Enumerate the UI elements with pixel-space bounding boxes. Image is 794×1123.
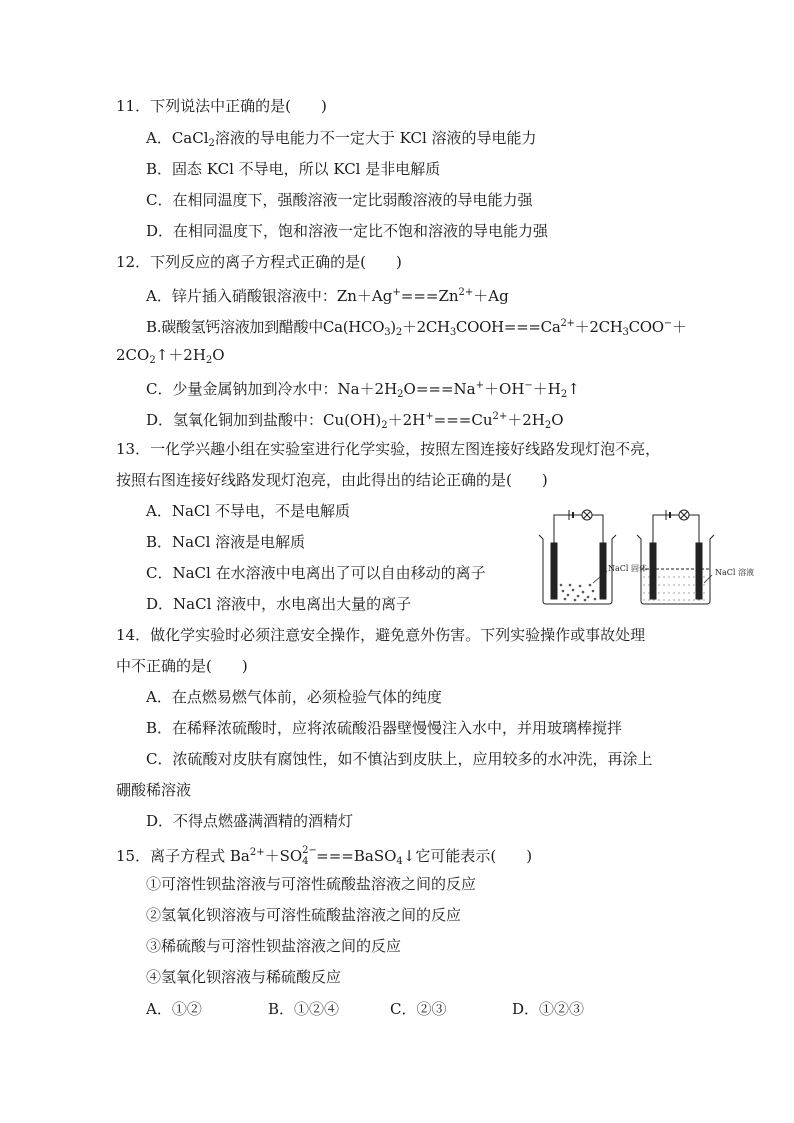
q13-stem-line2: 按照右图连接好线路发现灯泡亮，由此得出的结论正确的是( ) [116,471,548,489]
q12-option-a: A．锌片插入硝酸银溶液中：$Zn+Ag^+===Zn^{2+}+Ag$ [146,287,509,305]
q11-option-b: B．固态 KCl 不导电，所以 KCl 是非电解质 [146,160,441,178]
q12-option-d: D．氢氧化铜加到盐酸中：$Cu(OH)_2+2H^+===Cu^{2+}+2H_2O$ [146,411,564,431]
q15-option-c: C．②③ [390,1000,447,1018]
q15-statement-1: ①可溶性钡盐溶液与可溶性硫酸盐溶液之间的反应 [146,875,477,893]
q13-stem-line1: 13．一化学兴趣小组在实验室进行化学实验，按照左图连接好线路发现灯泡不亮， [116,440,661,458]
q14-stem-line1: 14．做化学实验时必须注意安全操作，避免意外伤害。下列实验操作或事故处理 [116,626,646,644]
left-apparatus [539,510,616,604]
q15-statement-3: ③稀硫酸与可溶性钡盐溶液之间的反应 [146,937,402,955]
q14-option-d: D．不得点燃盛满酒精的酒精灯 [146,812,354,830]
q13-option-a: A．NaCl 不导电，不是电解质 [146,502,350,520]
q13-option-d: D．NaCl 溶液中，水电离出大量的离子 [146,595,412,613]
q15-statement-4: ④氢氧化钡溶液与稀硫酸反应 [146,968,342,986]
q11-option-d: D．在相同温度下，饱和溶液一定比不饱和溶液的导电能力强 [146,222,549,240]
q11-stem: 11．下列说法中正确的是( ) [116,97,327,115]
conductivity-diagram [525,505,780,607]
q15-stem: 15．离子方程式 $Ba^{2+}+SO$ 2− 4 ===BaSO$_4$↓它可能表示( ) [116,845,533,867]
conductivity-experiment-figure [525,505,780,607]
q14-option-c-continued: 硼酸稀溶液 [116,781,192,799]
q13-option-c: C．NaCl 在水溶液中电离出了可以自由移动的离子 [146,564,486,582]
q13-option-b: B．NaCl 溶液是电解质 [146,533,306,551]
q11-option-a: A．CaCl$_2$溶液的导电能力不一定大于 KCl 溶液的导电能力 [146,129,537,149]
right-apparatus-label: NaCl 溶液 [715,568,754,577]
q11-option-c: C．在相同温度下，强酸溶液一定比弱酸溶液的导电能力强 [146,191,533,209]
q14-option-a: A．在点燃易燃气体前，必须检验气体的纯度 [146,688,442,706]
right-apparatus [637,510,714,604]
q14-option-b: B．在稀释浓硫酸时，应将浓硫酸沿器壁慢慢注入水中，并用玻璃棒搅拌 [146,719,623,737]
q12-option-b-continued: $2CO_2↑+2H_2O$ [116,346,225,366]
q12-option-c: C．少量金属钠加到冷水中：$Na+2H_2O===Na^++OH^-+H_2↑$ [146,380,580,400]
q15-option-b: B．①②④ [268,1000,340,1018]
q15-statement-2: ②氢氧化钡溶液与可溶性硫酸盐溶液之间的反应 [146,906,462,924]
q15-option-a: A．①② [146,1000,202,1018]
left-apparatus-label: NaCl 固体 [608,564,647,573]
q14-option-c: C．浓硫酸对皮肤有腐蚀性，如不慎沾到皮肤上，应用较多的水冲洗，再涂上 [146,750,653,768]
q15-option-d: D．①②③ [512,1000,585,1018]
q12-stem: 12．下列反应的离子方程式正确的是( ) [116,253,402,271]
q14-stem-line2: 中不正确的是( ) [116,657,248,675]
q12-option-b: B.碳酸氢钙溶液加到醋酸中$Ca(HCO_3)_2+2CH_3COOH===Ca^{2+}+2CH_3COO^-+$ [146,318,687,338]
